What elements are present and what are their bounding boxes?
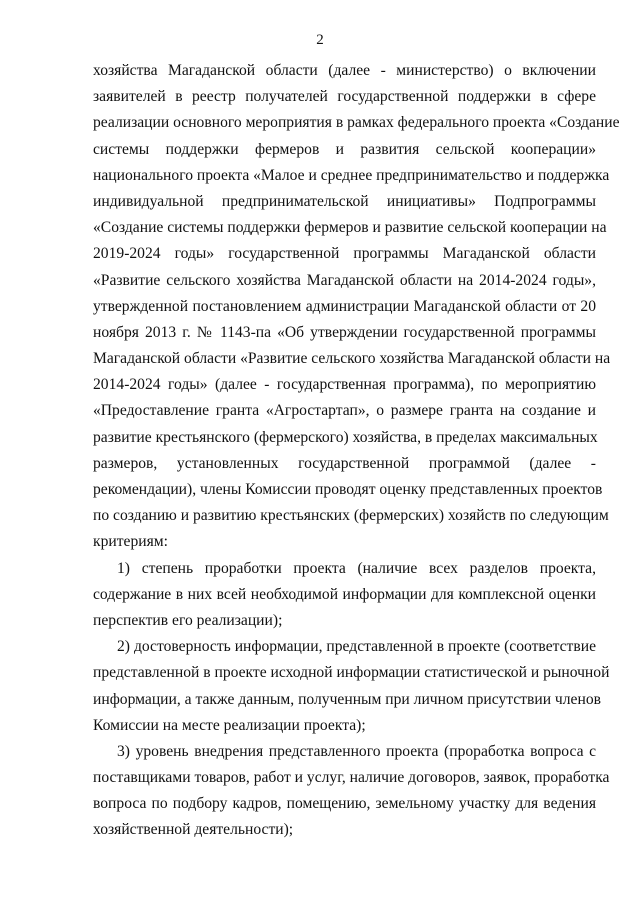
text-line: «Развитие сельского хозяйства Магаданской области на 2014-2024 годы», [93, 271, 596, 289]
text-line: 1) степень проработки проекта (наличие всех разделов проекта, [117, 559, 596, 577]
text-line: ноября 2013 г. № 1143-па «Об утверждении государственной программы [93, 323, 596, 341]
text-line: поставщиками товаров, работ и услуг, наличие договоров, заявок, проработка [93, 769, 610, 787]
text-line: рекомендации), члены Комиссии проводят оценку представленных проектов [93, 481, 603, 498]
text-line: Комиссии на месте реализации проекта); [93, 716, 366, 734]
text-line: 3) уровень внедрения представленного проекта (проработка вопроса с [117, 742, 596, 760]
document-text [93, 58, 620, 844]
text-line: содержание в них всей необходимой информации для комплексной оценки [93, 585, 596, 603]
text-line: Магаданской области «Развитие сельского хозяйства Магаданской области на [93, 350, 611, 368]
page-number: 2 [316, 32, 324, 48]
text-line: 2) достоверность информации, представленной в проекте (соответствие [117, 638, 596, 656]
text-line: индивидуальной предпринимательской инициативы» Подпрограммы [93, 192, 596, 210]
text-line: вопроса по подбору кадров, помещению, земельному участку для ведения [93, 795, 596, 813]
text-line: системы поддержки фермеров и развития сельской кооперации» [93, 140, 596, 158]
text-line: размеров, установленных государственной программой (далее - [93, 454, 596, 472]
text-line: «Предоставление гранта «Агростартап», о размере гранта на создание и [93, 402, 596, 420]
text-line: хозяйственной деятельности); [93, 821, 294, 839]
text-line: реализации основного мероприятия в рамках федерального проекта «Создание [93, 114, 620, 132]
text-line: информации, а также данным, полученным при личном присутствии членов [93, 690, 601, 708]
text-line: перспектив его реализации); [93, 611, 283, 629]
text-line: 2014-2024 годы» (далее - государственная программа), по мероприятию [93, 376, 596, 394]
text-line: заявителей в реестр получателей государственной поддержки в сфере [93, 88, 596, 106]
text-line: развитие крестьянского (фермерского) хозяйства, в пределах максимальных [93, 428, 598, 446]
text-line: национального проекта «Малое и среднее предпринимательство и поддержка [93, 166, 610, 184]
text-line: по созданию и развитию крестьянских (фермерских) хозяйств по следующим [93, 507, 609, 525]
text-line: утвержденной постановлением администрации Магаданской области от 20 [93, 297, 596, 315]
text-line: «Создание системы поддержки фермеров и развитие сельской кооперации на [93, 219, 607, 237]
text-line: критериям: [93, 533, 168, 551]
text-line: представленной в проекте исходной информации статистической и рыночной [93, 664, 610, 682]
text-line: хозяйства Магаданской области (далее - министерство) о включении [93, 62, 596, 79]
text-line: 2019-2024 годы» государственной программы Магаданской области [93, 245, 596, 263]
